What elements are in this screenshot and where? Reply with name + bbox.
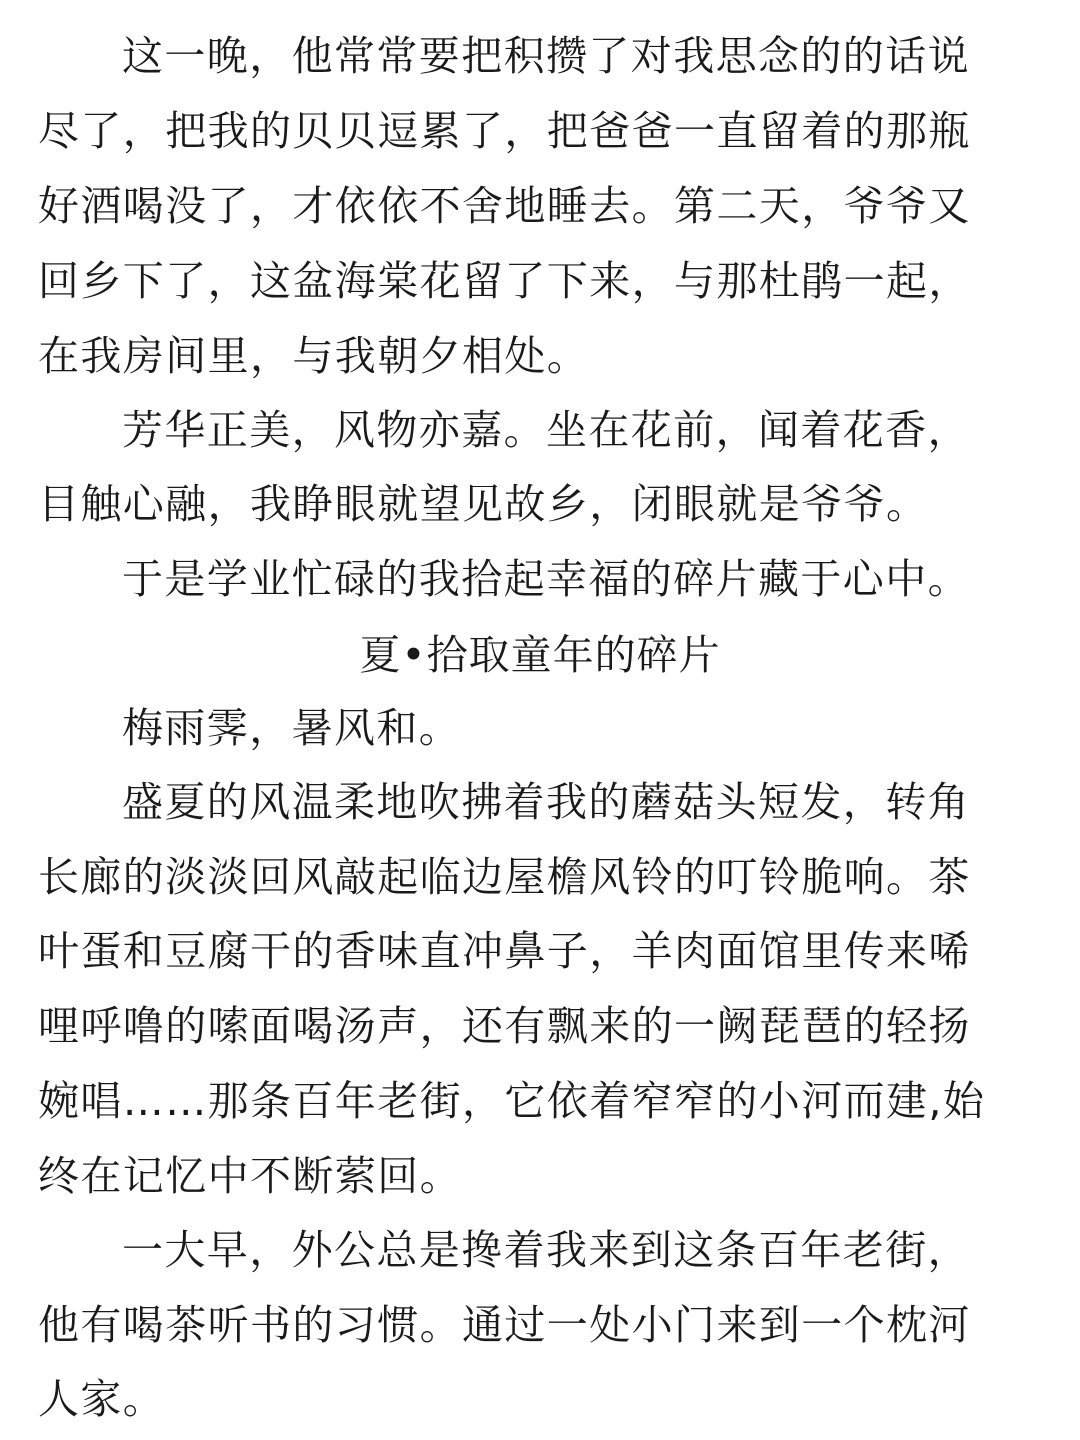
text-line: 目触心融，我睁眼就望见故乡，闭眼就是爷爷。: [38, 480, 929, 528]
text-line: 尽了，把我的贝贝逗累了，把爸爸一直留着的那瓶: [38, 107, 971, 155]
text-line: 盛夏的风温柔地吹拂着我的蘑菇头短发，转角: [122, 778, 970, 826]
text-line: 婉唱……那条百年老街，它依着窄窄的小河而建,始: [38, 1077, 986, 1125]
text-line: 好酒喝没了，才依依不舍地睡去。第二天，爷爷又: [38, 182, 971, 230]
text-line: 他有喝茶听书的习惯。通过一处小门来到一个枕河: [38, 1301, 971, 1349]
text-line: 于是学业忙碌的我拾起幸福的碎片藏于心中。: [122, 555, 970, 603]
section-heading: 夏•拾取童年的碎片: [359, 631, 721, 679]
text-line: 终在记忆中不断萦回。: [38, 1152, 462, 1200]
text-line: 回乡下了，这盆海棠花留了下来，与那杜鹃一起，: [38, 257, 971, 305]
text-line: 这一晚，他常常要把积攒了对我思念的的话说: [122, 32, 970, 80]
text-line: 一大早，外公总是搀着我来到这条百年老街，: [122, 1226, 970, 1274]
text-line: 梅雨霁，暑风和。: [122, 704, 462, 752]
text-line: 长廊的淡淡回风敲起临边屋檐风铃的叮铃脆响。茶: [38, 853, 971, 901]
text-line: 叶蛋和豆腐干的香味直冲鼻子，羊肉面馆里传来唏: [38, 927, 971, 975]
text-line: 芳华正美，风物亦嘉。坐在花前，闻着花香，: [122, 406, 970, 454]
text-line: 哩呼噜的嗦面喝汤声，还有飘来的一阙琵琶的轻扬: [38, 1002, 971, 1050]
text-line: 人家。: [38, 1375, 166, 1423]
text-line: 在我房间里，与我朝夕相处。: [38, 332, 590, 380]
